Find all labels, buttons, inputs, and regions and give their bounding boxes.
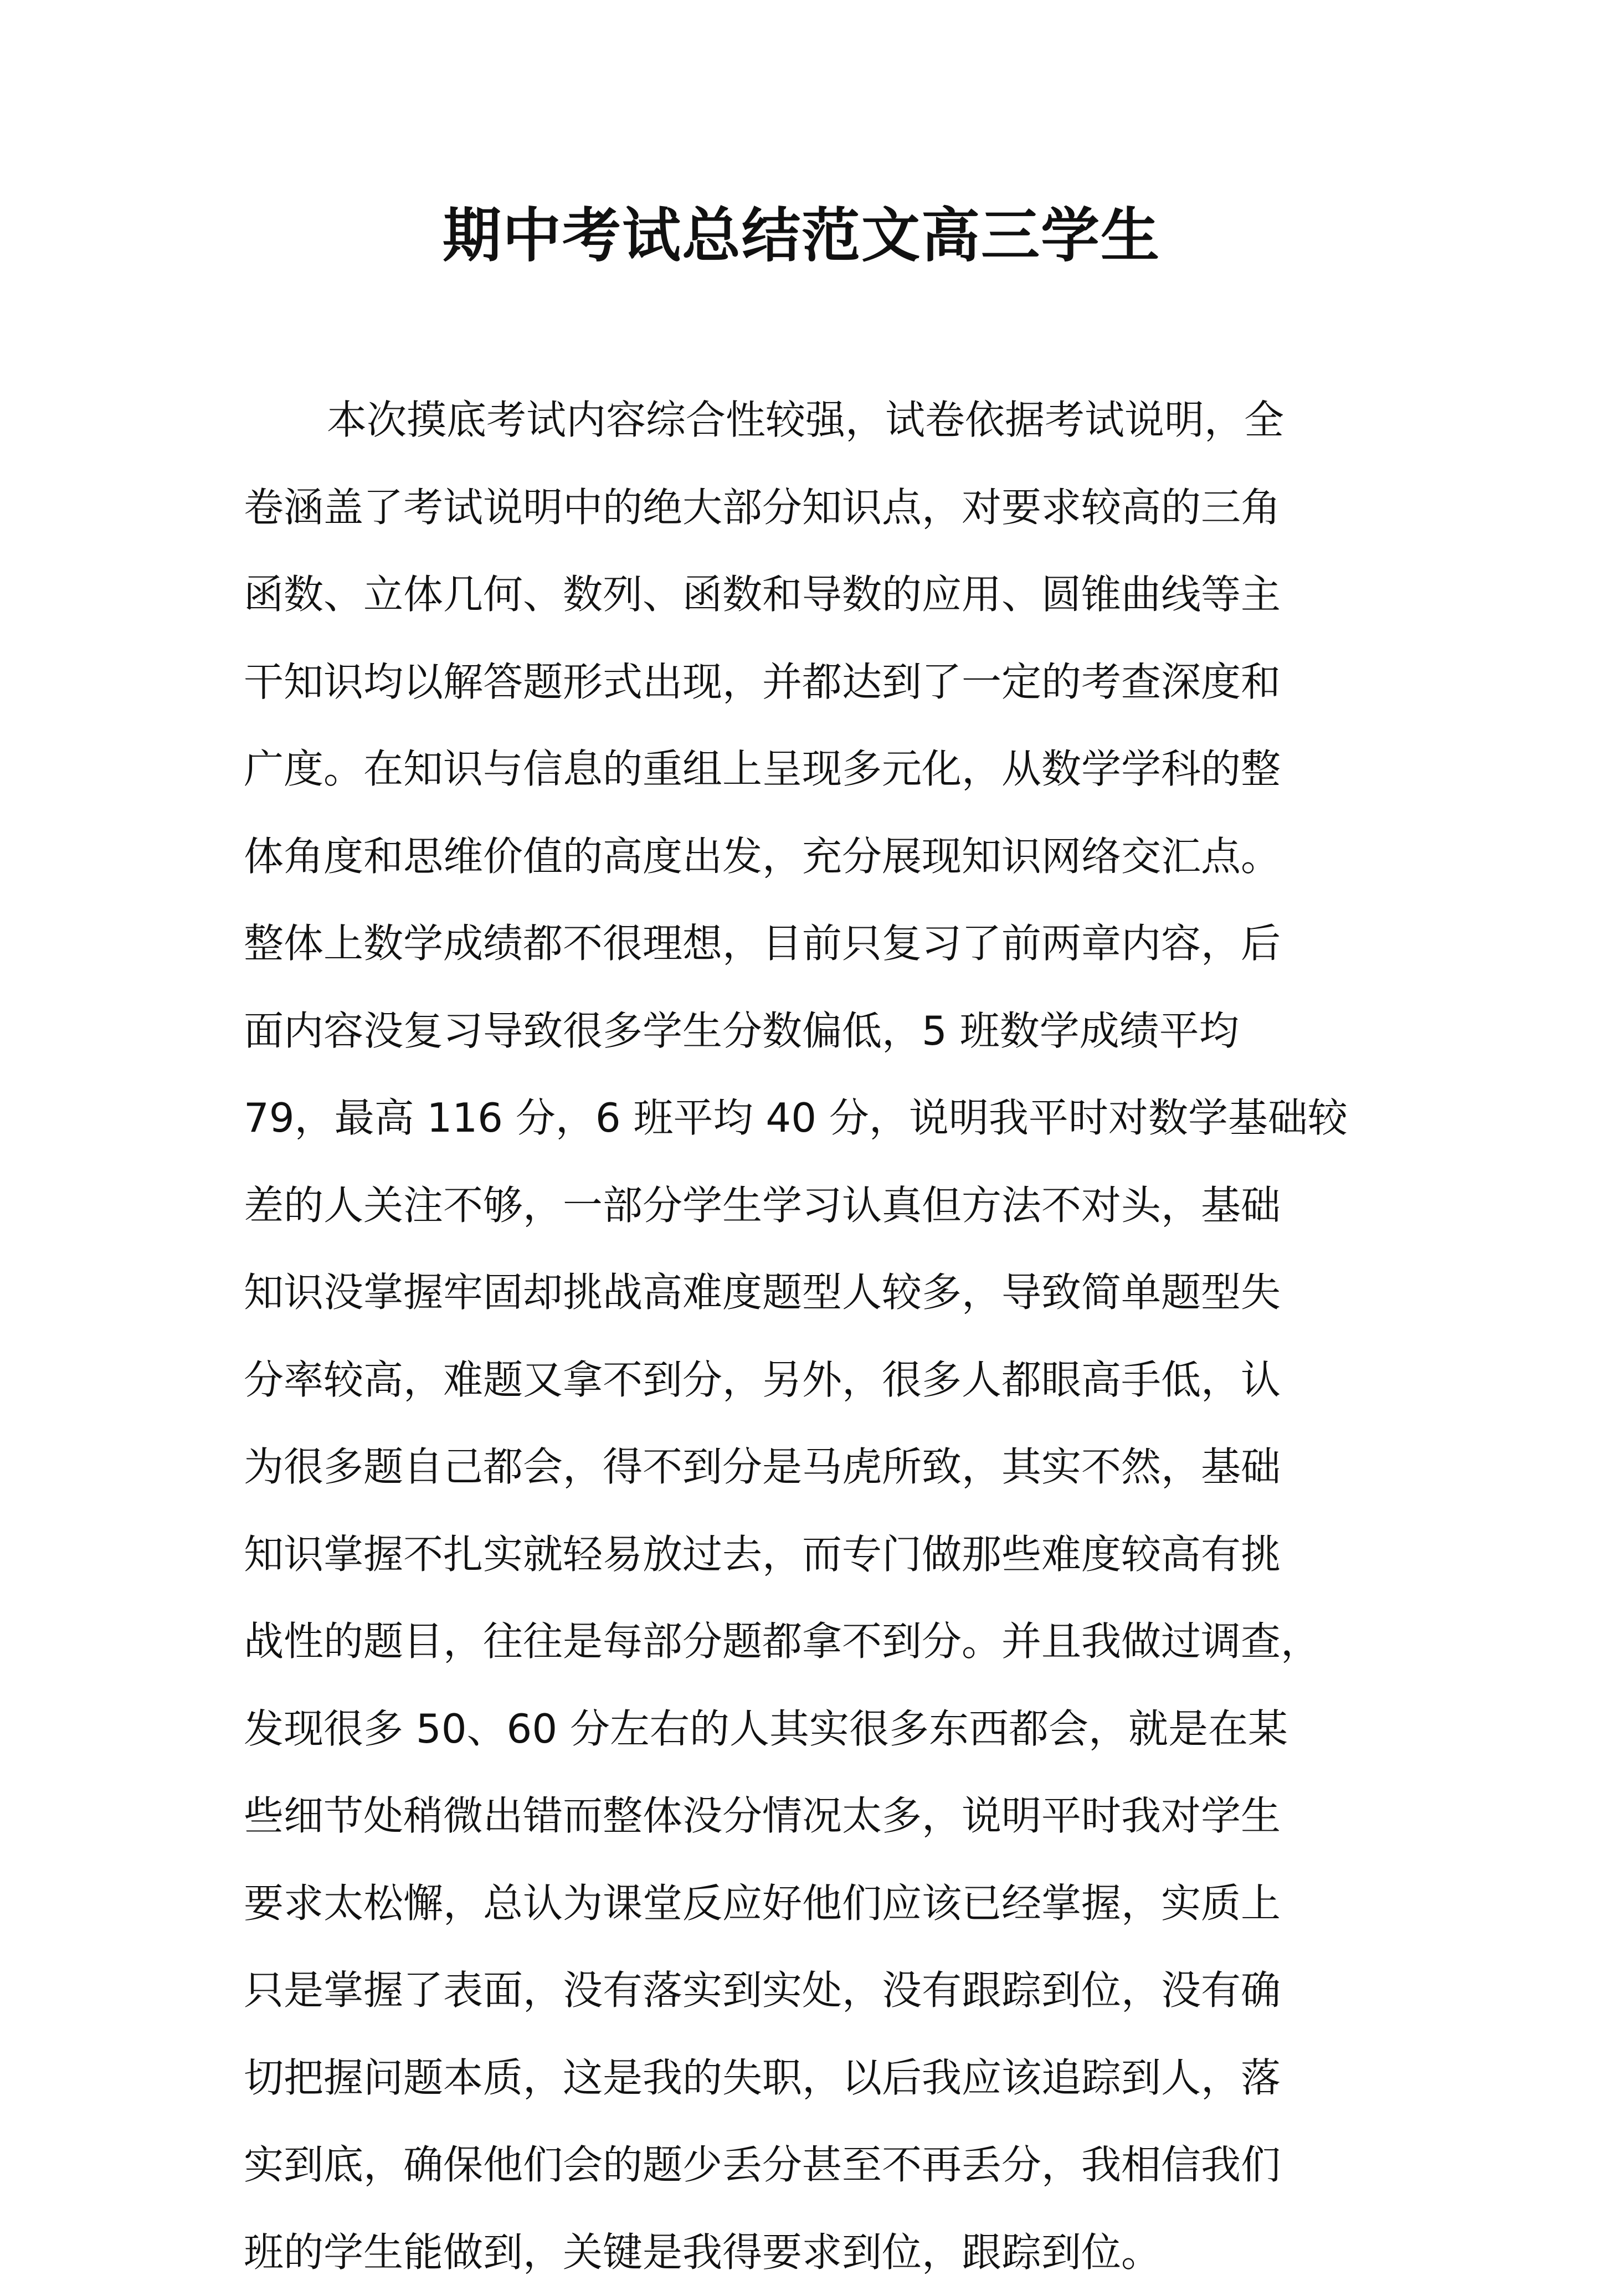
text-line: 知识没掌握牢固却挑战高难度题型人较多，导致简单题型失 bbox=[244, 1249, 1374, 1337]
text-line: 面内容没复习导致很多学生分数偏低，5 班数学成绩平均 bbox=[244, 988, 1374, 1075]
text-line: 实到底，确保他们会的题少丢分甚至不再丢分，我相信我们 bbox=[244, 2122, 1374, 2209]
text-line: 只是掌握了表面，没有落实到实处，没有跟踪到位，没有确 bbox=[244, 1947, 1374, 2035]
text-line: 卷涵盖了考试说明中的绝大部分知识点，对要求较高的三角 bbox=[244, 464, 1374, 552]
text-line: 切把握问题本质，这是我的失职，以后我应该追踪到人，落 bbox=[244, 2035, 1374, 2122]
text-line: 广度。在知识与信息的重组上呈现多元化，从数学学科的整 bbox=[244, 726, 1374, 813]
text-line: 函数、立体几何、数列、函数和导数的应用、圆锥曲线等主 bbox=[244, 551, 1374, 639]
text-line: 体角度和思维价值的高度出发，充分展现知识网络交汇点。 bbox=[244, 813, 1374, 901]
text-line: 些细节处稍微出错而整体没分情况太多，说明平时我对学生 bbox=[244, 1773, 1374, 1860]
text-line: 要求太松懈，总认为课堂反应好他们应该已经掌握，实质上 bbox=[244, 1860, 1374, 1948]
text-line: 发现很多 50、60 分左右的人其实很多东西都会，就是在某 bbox=[244, 1686, 1374, 1773]
text-line: 整体上数学成绩都不很理想，目前只复习了前两章内容，后 bbox=[244, 900, 1374, 988]
text-line: 班的学生能做到，关键是我得要求到位，跟踪到位。 bbox=[244, 2209, 1374, 2296]
text-line: 分率较高，难题又拿不到分，另外，很多人都眼高手低，认 bbox=[244, 1337, 1374, 1424]
text-line: 本次摸底考试内容综合性较强，试卷依据考试说明，全 bbox=[244, 377, 1374, 464]
text-line: 干知识均以解答题形式出现，并都达到了一定的考查深度和 bbox=[244, 639, 1374, 726]
document-title: 期中考试总结范文高三学生 bbox=[0, 197, 1603, 274]
text-line: 为很多题自己都会，得不到分是马虎所致，其实不然，基础 bbox=[244, 1424, 1374, 1511]
text-line: 差的人关注不够，一部分学生学习认真但方法不对头，基础 bbox=[244, 1162, 1374, 1250]
body-paragraph bbox=[244, 377, 1374, 2296]
text-line: 知识掌握不扎实就轻易放过去，而专门做那些难度较高有挑 bbox=[244, 1511, 1374, 1599]
text-line: 战性的题目，往往是每部分题都拿不到分。并且我做过调查， bbox=[244, 1598, 1374, 1686]
text-line: 79，最高 116 分，6 班平均 40 分，说明我平时对数学基础较 bbox=[244, 1075, 1374, 1162]
